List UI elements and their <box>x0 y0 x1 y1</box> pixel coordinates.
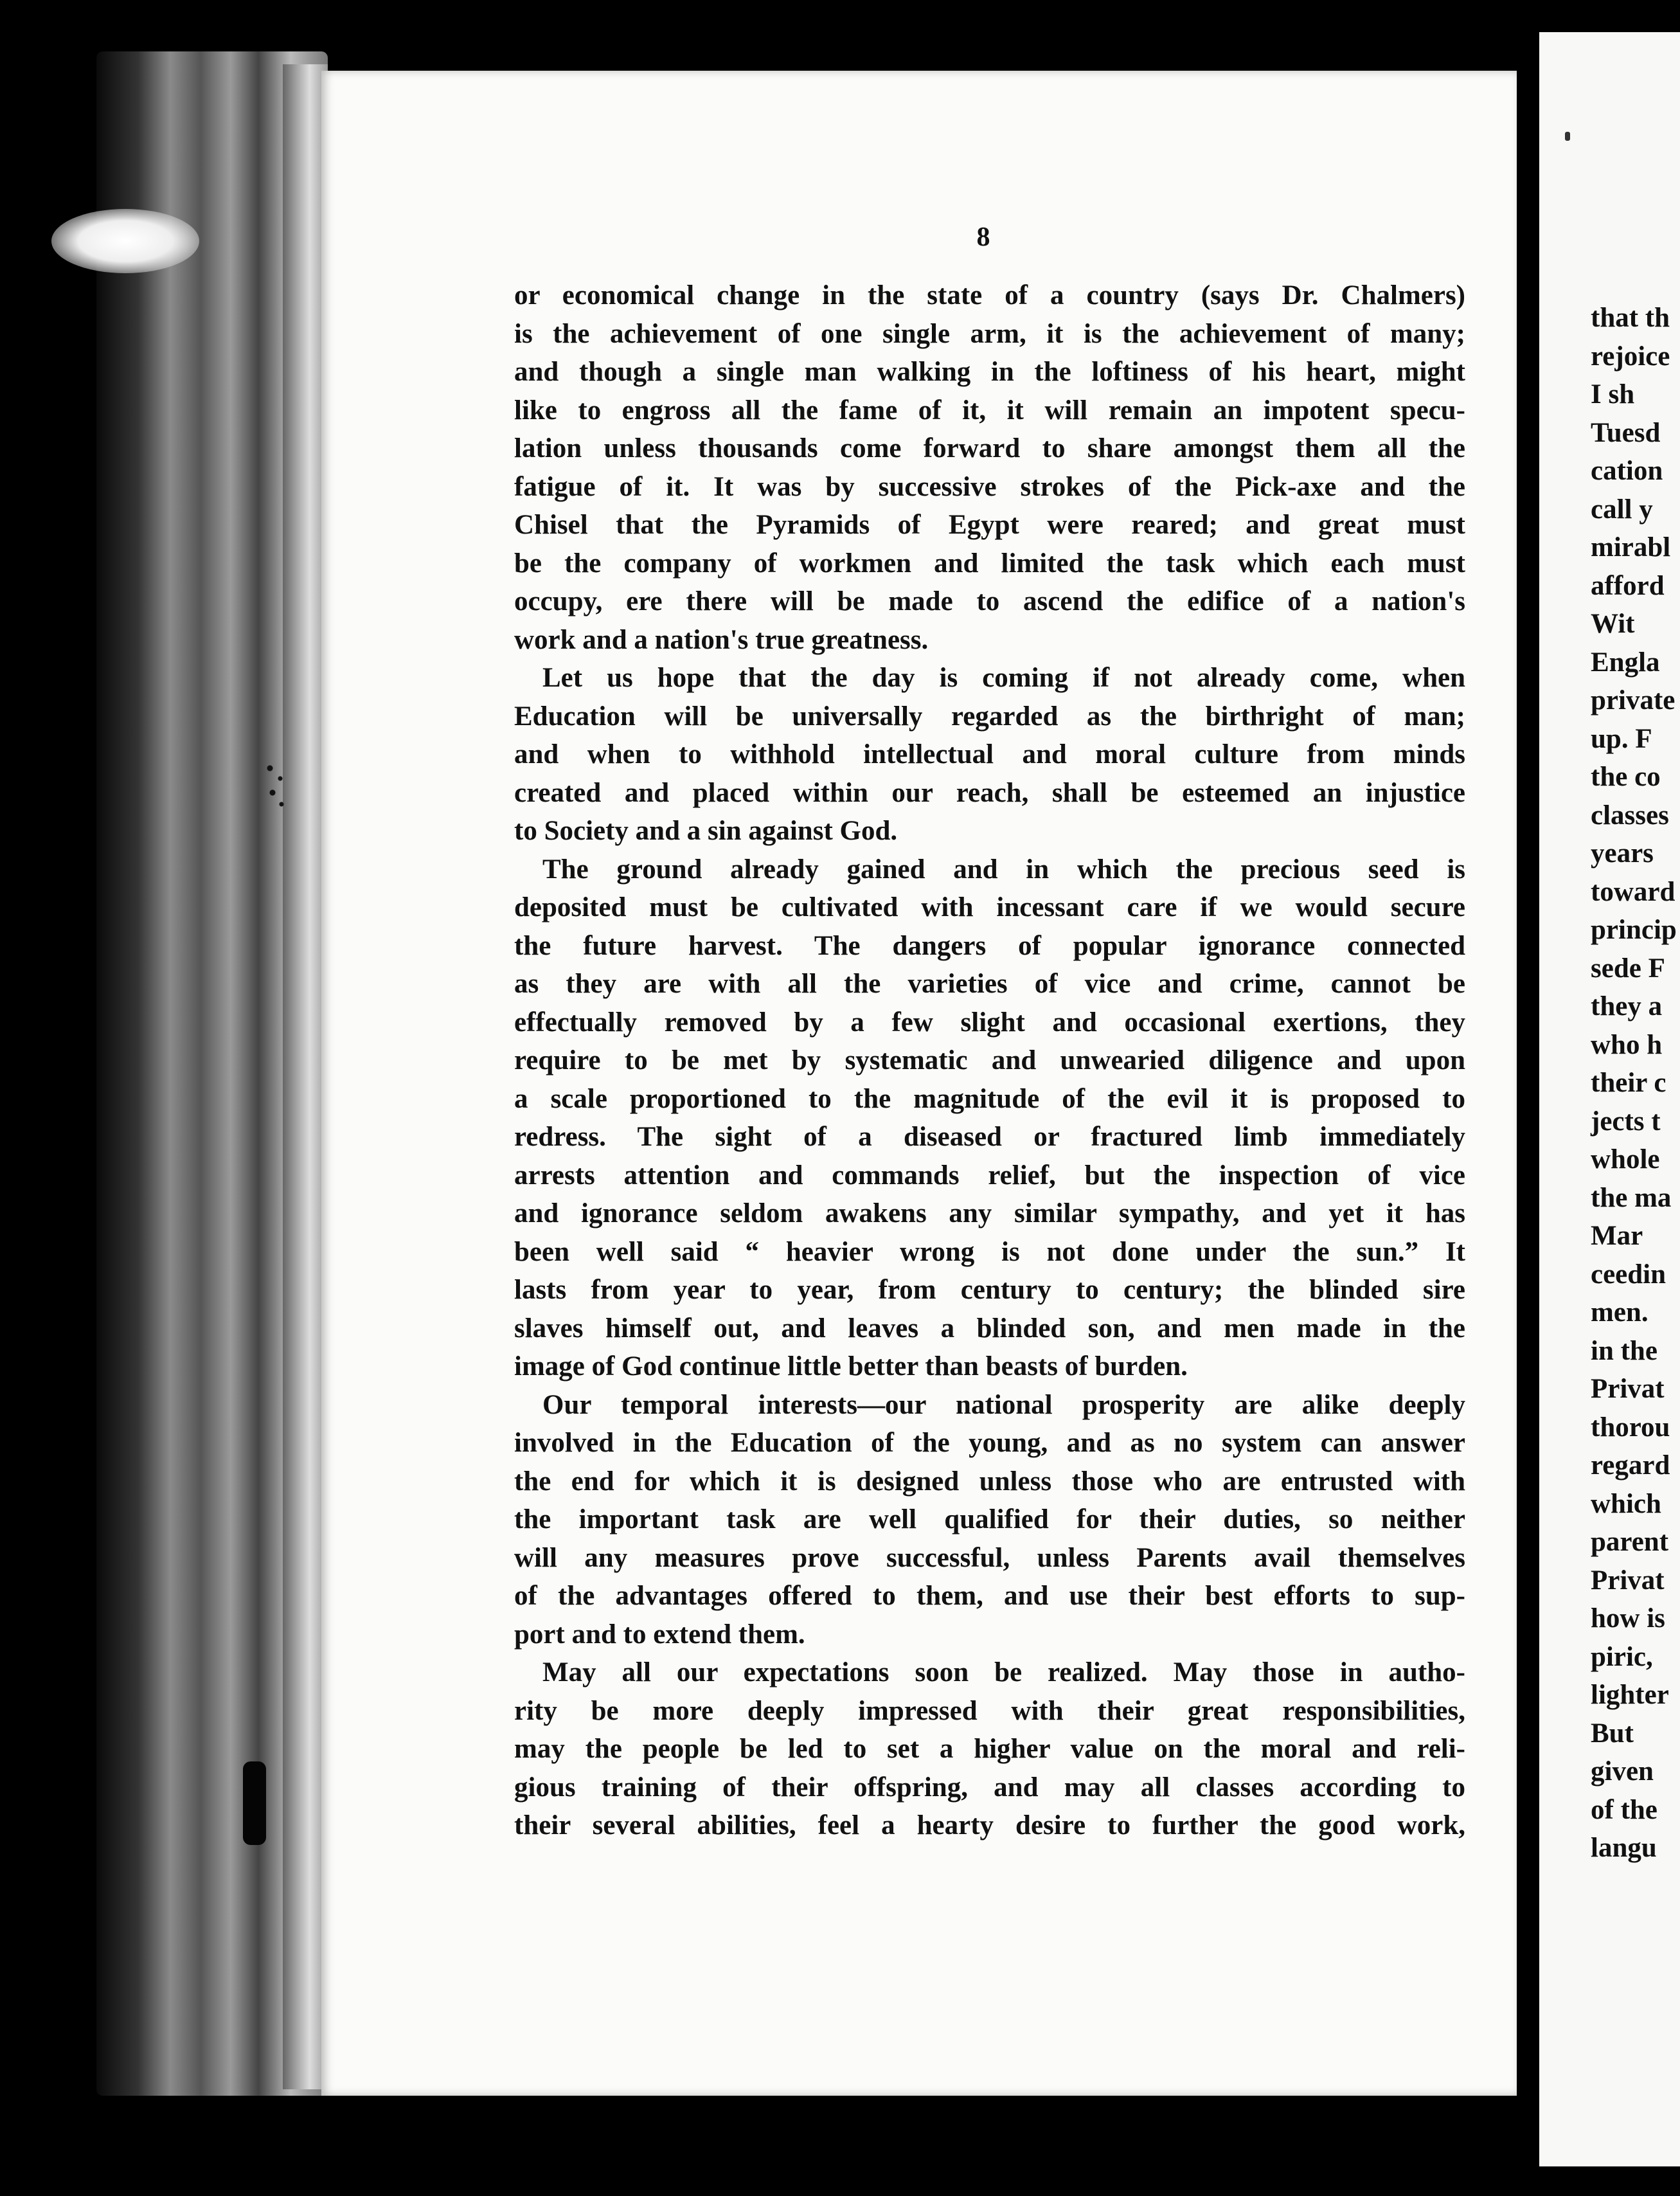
text-line: their several abilities, feel a hearty desire to further the good work, <box>514 1810 1465 1841</box>
facing-text-line: which <box>1591 1488 1661 1519</box>
page-body-text <box>514 276 1465 1845</box>
text-line: and ignorance seldom awakens any similar sympathy, and yet it has <box>514 1198 1465 1228</box>
facing-text-line: they a <box>1591 991 1663 1022</box>
text-line: be the company of workmen and limited the task which each must <box>514 548 1465 579</box>
facing-text-line: Privat <box>1591 1565 1665 1596</box>
ink-mark <box>1565 132 1570 141</box>
facing-text-line: parent <box>1591 1527 1669 1557</box>
facing-text-line: cation <box>1591 456 1663 486</box>
text-line: port and to extend them. <box>514 1619 805 1650</box>
paper-tear <box>51 209 199 273</box>
ink-specks <box>264 762 289 813</box>
text-line: rity be more deeply impressed with their great responsibilities, <box>514 1695 1465 1726</box>
text-line: the future harvest. The dangers of popular ignorance connected <box>514 930 1465 961</box>
facing-page-text <box>1591 299 1680 1868</box>
facing-text-line: Tuesd <box>1591 417 1661 448</box>
text-line: may the people be led to set a higher value on the moral and reli- <box>514 1734 1465 1764</box>
facing-text-line: langu <box>1591 1833 1657 1863</box>
facing-text-line: I sh <box>1591 379 1635 410</box>
text-line: occupy, ere there will be made to ascend the edifice of a nation's <box>514 586 1465 616</box>
facing-text-line: regard <box>1591 1450 1670 1480</box>
facing-text-line: Mar <box>1591 1221 1643 1251</box>
facing-text-line: Wit <box>1591 609 1635 639</box>
facing-text-line: princip <box>1591 915 1677 945</box>
facing-text-line: the ma <box>1591 1182 1672 1213</box>
text-line: and when to withhold intellectual and moral culture from minds <box>514 739 1465 770</box>
facing-text-line: ceedin <box>1591 1259 1667 1290</box>
facing-text-line: the co <box>1591 762 1661 792</box>
text-line: created and placed within our reach, shall be esteemed an injustice <box>514 777 1465 808</box>
facing-text-line: men. <box>1591 1297 1649 1328</box>
text-line: been well said “ heavier wrong is not done under the sun.” It <box>514 1236 1465 1267</box>
facing-text-line: in the <box>1591 1335 1658 1366</box>
text-line: work and a nation's true greatness. <box>514 624 929 655</box>
text-line: as they are with all the varieties of vice and crime, cannot be <box>514 969 1465 999</box>
facing-text-line: piric, <box>1591 1641 1653 1672</box>
text-line: Education will be universally regarded as the birthright of man; <box>514 701 1465 732</box>
text-line: involved in the Education of the young, and as no system can answer <box>514 1428 1465 1458</box>
text-line: of the advantages offered to them, and use their best efforts to sup- <box>514 1581 1465 1611</box>
text-line: The ground already gained and in which the precious seed is <box>542 854 1465 885</box>
text-line: is the achievement of one single arm, it is the achievement of many; <box>514 318 1465 349</box>
text-line: fatigue of it. It was by successive strokes of the Pick-axe and the <box>514 471 1465 502</box>
facing-page <box>1539 32 1680 2166</box>
text-line: a scale proportioned to the magnitude of the evil it is proposed to <box>514 1083 1465 1114</box>
text-line: the end for which it is designed unless those who are entrusted with <box>514 1466 1465 1497</box>
text-line: Let us hope that the day is coming if not already come, when <box>542 663 1465 693</box>
page-number: 8 <box>976 222 990 252</box>
facing-text-line: rejoice <box>1591 341 1670 372</box>
text-line: Our temporal interests—our national prosperity are alike deeply <box>542 1389 1465 1420</box>
facing-text-line: Engla <box>1591 647 1660 678</box>
facing-text-line: years <box>1591 838 1654 869</box>
facing-text-line: that th <box>1591 303 1670 333</box>
text-line: slaves himself out, and leaves a blinded son, and men made in the <box>514 1313 1465 1344</box>
text-line: Chisel that the Pyramids of Egypt were reared; and great must <box>514 510 1465 540</box>
facing-text-line: classes <box>1591 800 1669 831</box>
text-line: redress. The sight of a diseased or fractured limb immediately <box>514 1122 1465 1152</box>
facing-text-line: toward <box>1591 876 1676 907</box>
facing-text-line: mirabl <box>1591 532 1671 562</box>
facing-text-line: Privat <box>1591 1374 1665 1404</box>
text-line: arrests attention and commands relief, but the inspection of vice <box>514 1160 1465 1191</box>
text-line: will any measures prove successful, unless Parents avail themselves <box>514 1542 1465 1573</box>
facing-text-line: of the <box>1591 1794 1658 1825</box>
facing-text-line: who h <box>1591 1029 1663 1060</box>
facing-text-line: sede F <box>1591 953 1665 984</box>
facing-text-line: afford <box>1591 570 1665 601</box>
ink-blot <box>243 1761 266 1845</box>
text-line: effectually removed by a few slight and occasional exertions, they <box>514 1007 1465 1038</box>
facing-text-line: their c <box>1591 1068 1667 1098</box>
text-line: lation unless thousands come forward to share amongst them all the <box>514 433 1465 464</box>
text-line: gious training of their offspring, and may all classes according to <box>514 1772 1465 1803</box>
facing-text-line: private <box>1591 685 1676 716</box>
facing-text-line: thorou <box>1591 1412 1670 1443</box>
text-line: or economical change in the state of a country (says Dr. Chalmers) <box>514 280 1465 310</box>
facing-text-line: lighter <box>1591 1680 1669 1710</box>
text-line: lasts from year to year, from century to century; the blinded sire <box>514 1275 1465 1305</box>
facing-text-line: call y <box>1591 494 1653 525</box>
text-line: require to be met by systematic and unwearied diligence and upon <box>514 1045 1465 1076</box>
facing-text-line: how is <box>1591 1603 1665 1634</box>
facing-text-line: But <box>1591 1718 1634 1749</box>
text-line: May all our expectations soon be realized. May those in autho- <box>542 1657 1465 1688</box>
text-line: and though a single man walking in the loftiness of his heart, might <box>514 357 1465 387</box>
text-line: like to engross all the fame of it, it will remain an impotent specu- <box>514 395 1465 426</box>
text-line: deposited must be cultivated with incessant care if we would secure <box>514 892 1465 923</box>
facing-text-line: up. F <box>1591 723 1652 754</box>
text-line: image of God continue little better than beasts of burden. <box>514 1351 1188 1382</box>
text-line: to Society and a sin against God. <box>514 816 898 846</box>
facing-text-line: jects t <box>1591 1106 1661 1137</box>
facing-text-line: whole <box>1591 1144 1660 1174</box>
facing-text-line: given <box>1591 1756 1654 1787</box>
text-line: the important task are well qualified for their duties, so neither <box>514 1504 1465 1534</box>
